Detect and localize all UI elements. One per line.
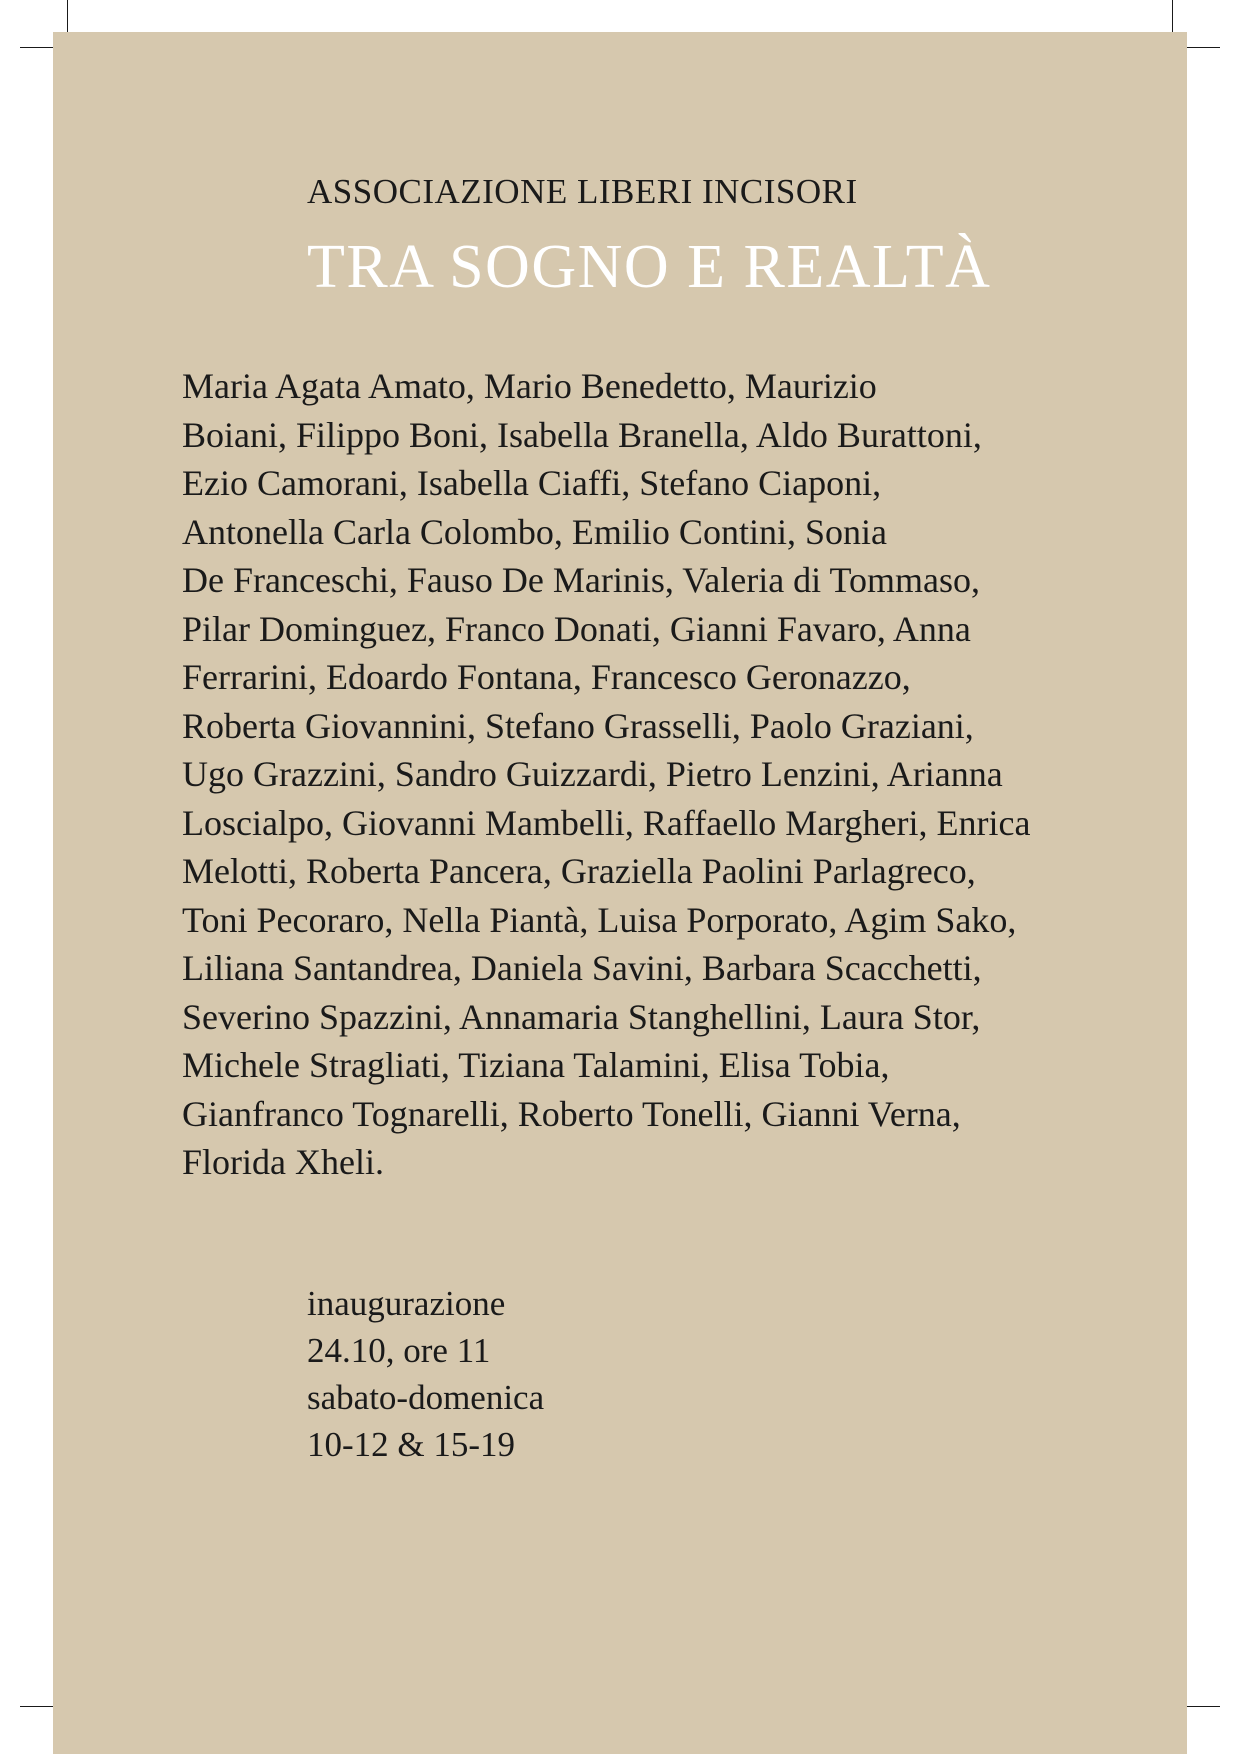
artist-list-line: Melotti, Roberta Pancera, Graziella Paolini Parlagreco, (182, 851, 976, 891)
artist-list-line: Loscialpo, Giovanni Mambelli, Raffaello Margheri, Enrica (182, 802, 1031, 843)
artist-list (182, 362, 1082, 1187)
artist-list-line: Ugo Grazzini, Sandro Guizzardi, Pietro Lenzini, Arianna (182, 754, 1003, 794)
event-info (307, 1280, 544, 1468)
artist-list-line: Florida Xheli. (182, 1142, 384, 1182)
opening-hours: 10-12 & 15-19 (307, 1425, 516, 1464)
artist-list-line: Boiani, Filippo Boni, Isabella Branella, Aldo Burattoni, (182, 414, 982, 455)
opening-days: sabato-domenica (307, 1378, 545, 1417)
exhibition-title: TRA SOGNO E REALTÀ (307, 233, 992, 301)
association-name: ASSOCIAZIONE LIBERI INCISORI (307, 172, 858, 211)
artist-list-line: Gianfranco Tognarelli, Roberto Tonelli, Gianni Verna, (182, 1093, 961, 1134)
artist-list-line: Toni Pecoraro, Nella Piantà, Luisa Porporato, Agim Sako, (182, 899, 1017, 940)
artist-list-line: Pilar Dominguez, Franco Donati, Gianni Favaro, Anna (182, 608, 971, 649)
artist-list-line: Roberta Giovannini, Stefano Grasselli, Paolo Graziani, (182, 705, 974, 746)
artist-list-line: Michele Stragliati, Tiziana Talamini, Elisa Tobia, (182, 1045, 890, 1085)
artist-list-line: Ezio Camorani, Isabella Ciaffi, Stefano Ciaponi, (182, 463, 882, 503)
opening-date-time: 24.10, ore 11 (307, 1331, 491, 1370)
artist-list-line: Severino Spazzini, Annamaria Stanghellini, Laura Stor, (182, 996, 981, 1037)
artist-list-line: Ferrarini, Edoardo Fontana, Francesco Geronazzo, (182, 657, 911, 697)
artist-list-line: Antonella Carla Colombo, Emilio Contini, Sonia (182, 511, 887, 552)
artist-list-line: De Franceschi, Fauso De Marinis, Valeria di Tommaso, (182, 560, 980, 600)
artist-list-line: Maria Agata Amato, Mario Benedetto, Maurizio (182, 366, 877, 406)
opening-label: inaugurazione (307, 1284, 506, 1323)
artist-list-line: Liliana Santandrea, Daniela Savini, Barbara Scacchetti, (182, 948, 982, 988)
